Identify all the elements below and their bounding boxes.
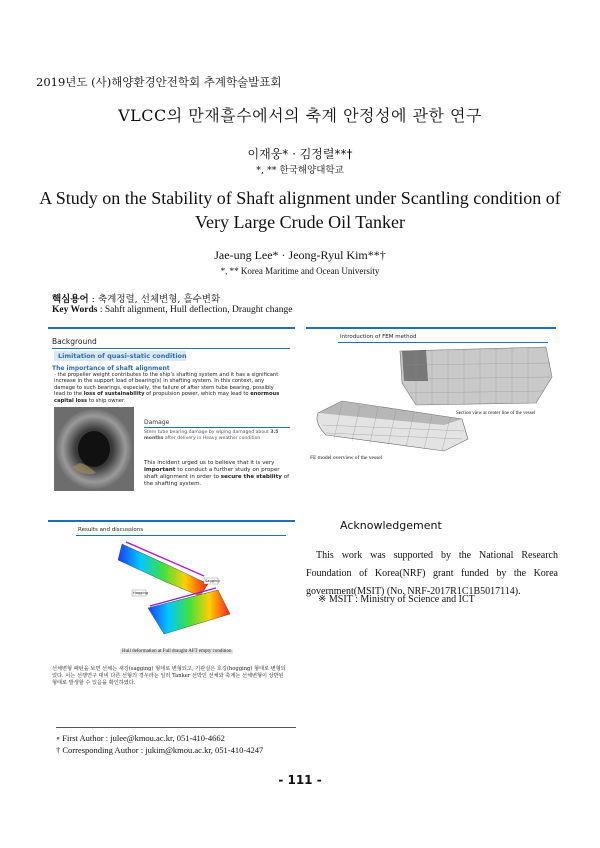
- page-number: - 111 -: [278, 773, 322, 787]
- footnote-divider: [56, 727, 296, 728]
- bullet-one: - the propeller weight contributes to the ship's shafting system and it has a significant increase in the support load of bearing(s) in shafting system.: [54, 372, 279, 385]
- bullet-bold-one: loss of sustainability: [83, 391, 145, 398]
- damage-title: Damage: [144, 419, 170, 426]
- english-title-line2: Very Large Crude Oil Tanker: [194, 212, 405, 232]
- slide-subtitle: Limitation of quasi-static condition: [58, 352, 187, 360]
- bullet-two-end: to ship owner.: [88, 397, 126, 404]
- slide-section-title: Background: [52, 337, 97, 346]
- english-title: [0, 186, 600, 234]
- label-hogging: Hogging: [133, 591, 149, 595]
- bullet-two: In this context, any damage to such bearings, especially, the failure of after stern tube bearing, possibly lead to the: [54, 378, 274, 398]
- fe-model-hull: [312, 395, 472, 453]
- results-caption: [120, 649, 233, 654]
- importance-text: [54, 372, 286, 404]
- keywords-en-text: : Sahft alignment, Hull deflection, Draught change: [97, 305, 293, 315]
- fem-title: Introduction of FEM method: [340, 334, 417, 340]
- bullet-bold-two: enormous capital loss: [54, 391, 280, 404]
- label-sagging: Sagging: [205, 579, 220, 583]
- keywords-korean: [52, 291, 220, 305]
- korean-authors: 이재웅* · 김정렬**†: [247, 147, 353, 161]
- incident-three: of the shafting system.: [144, 474, 290, 487]
- slide-divider: [52, 348, 290, 349]
- results-top-bar: [48, 520, 295, 522]
- fe-model-label: FE model overview of the vessel: [310, 455, 383, 461]
- results-divider: [76, 535, 286, 536]
- results-note: 선체변형 패턴을 보면 선체는 새깅(sagging) 형태로 변형되고, 기관실은 호깅(hogging) 형태로 변형되었다. 이는 선행연구 대비 다른 선형의 경우라는 일러 Tanker 선박인 선체와 축계는 선체변형이 상반된 형태로 발생할 수 있음을 확인하였다.: [52, 666, 286, 686]
- footnote-first-author: ∘ First Author : julee@kmou.ac.kr, 051-410-4662: [56, 733, 225, 743]
- damage-divider: [144, 427, 290, 428]
- english-authors: Jae-ung Lee* · Jeong-Ryul Kim**†: [214, 248, 386, 262]
- korean-title: VLCC의 만재흘수에서의 축계 안정성에 관한 연구: [118, 106, 482, 125]
- keywords-en-label: Key Words: [52, 305, 98, 315]
- slide-background: [48, 327, 295, 495]
- slide-fem: [306, 327, 556, 467]
- incident-text: [144, 460, 290, 488]
- hull-deformation-figure: [108, 538, 258, 642]
- damage-bold: 3.5 months: [144, 430, 279, 441]
- slide-results: [48, 520, 295, 660]
- damage-text-two: after delivery in Heavy weather condition: [164, 435, 261, 441]
- korean-affiliation: *, ** 한국해양대학교: [256, 165, 344, 176]
- incident-two: to conduct a further study on proper shaft alignment in order to: [144, 467, 280, 480]
- keywords-english: [52, 305, 292, 315]
- section-view-label: Section view at center line of the vessel: [456, 411, 536, 416]
- results-title: Results and discussions: [78, 527, 144, 533]
- damage-text-one: Stern tube bearing damage by wiping damaged about: [144, 430, 269, 435]
- acknowledgement-text: This work was supported by the National Research Foundation of Korea(NRF) grant funded by the Korea government(MSIT) (No. NRF-2017R1C1B5017114).: [306, 550, 558, 597]
- damage-text: [144, 430, 290, 441]
- acknowledgement-heading: Acknowledgement: [340, 519, 442, 532]
- slide-top-bar: [48, 327, 295, 329]
- keywords-ko-label: 핵심용어: [52, 294, 89, 305]
- acknowledgement-note: ※ MSIT : Ministry of Science and ICT: [318, 594, 475, 605]
- keywords-ko-text: : 축계정렬, 선체변형, 흘수변화: [88, 294, 221, 305]
- english-title-line1: A Study on the Stability of Shaft alignment under Scantling condition of: [39, 188, 561, 208]
- conference-header: 2019년도 (사)해양환경안전학회 추계학술발표회: [36, 75, 282, 89]
- english-affiliation: *, ** Korea Maritime and Ocean University: [220, 266, 380, 276]
- incident-bold-one: important: [144, 467, 176, 473]
- importance-title: The importance of shaft alignment: [52, 365, 170, 372]
- incident-bold-two: secure the stability: [220, 474, 282, 480]
- bearing-damage-photo: [54, 407, 134, 491]
- footnote-corresponding-author: † Corresponding Author : jukim@kmou.ac.kr, 051-410-4247: [56, 745, 264, 755]
- fem-top-bar: [306, 327, 556, 329]
- damage-block: [144, 419, 290, 441]
- incident-one: This incident urged us to believe that it is very: [144, 460, 275, 466]
- results-caption-text: Hull deformation at Full draught AFT empty condition: [122, 649, 232, 654]
- bullet-two-mid: of propulsion power, which may lead to: [146, 391, 249, 398]
